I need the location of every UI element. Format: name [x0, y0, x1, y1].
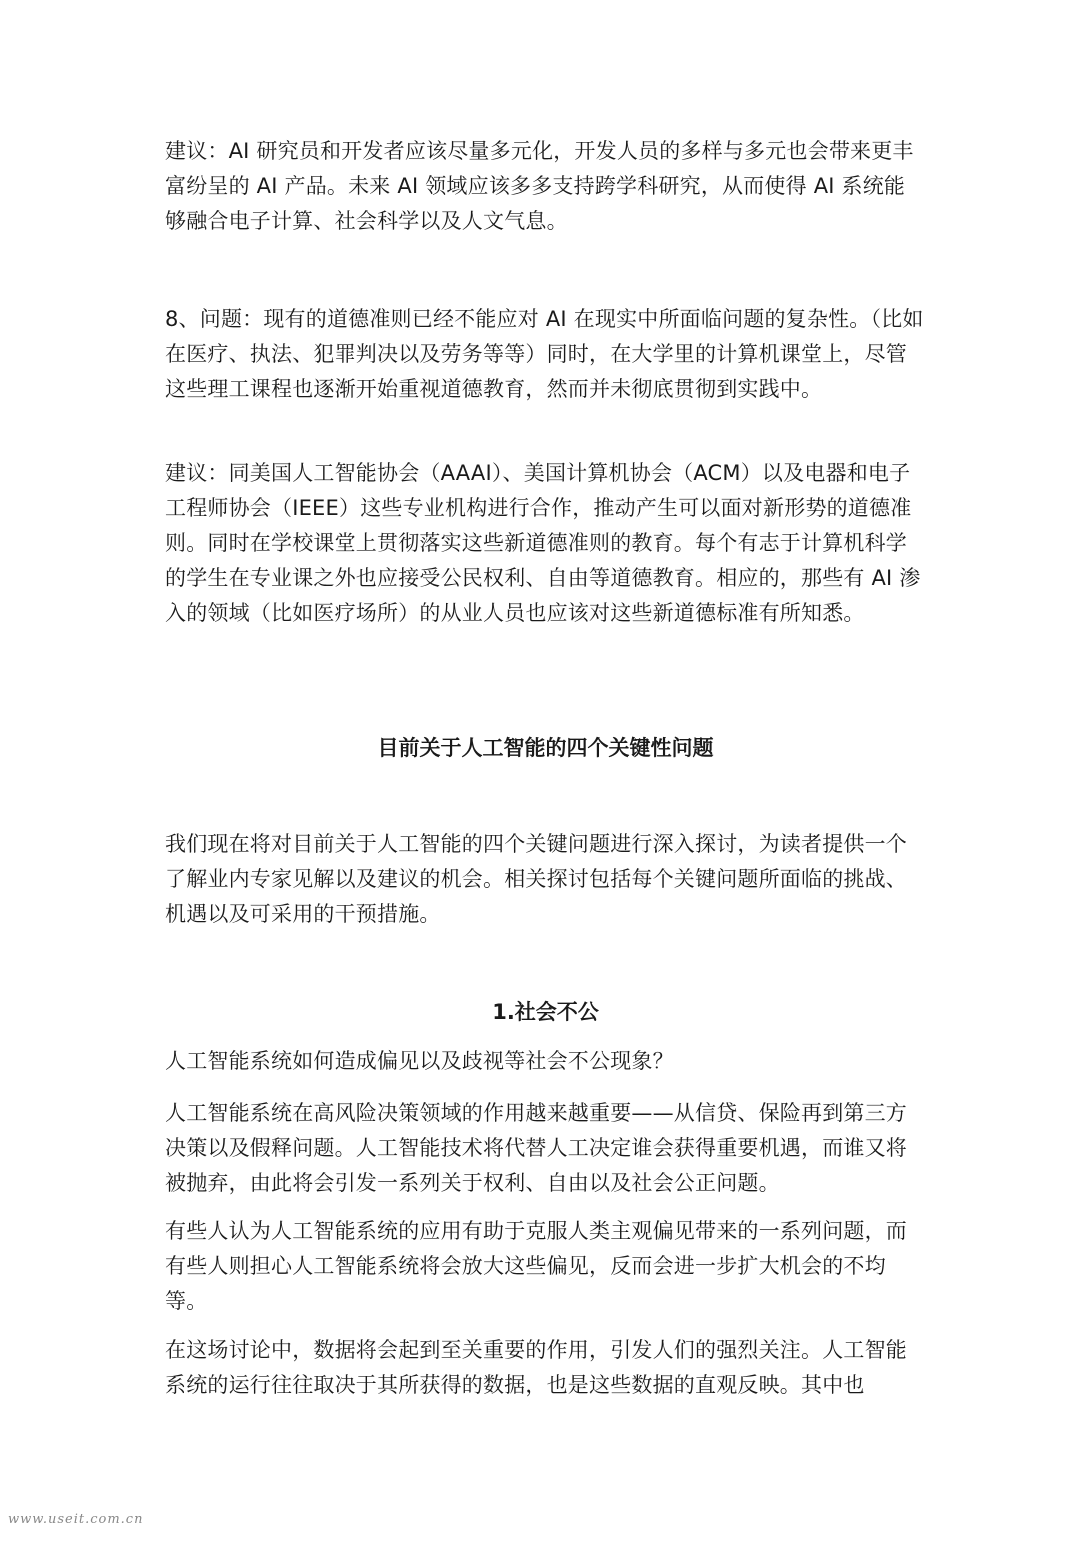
heading-social-injustice: 1.社会不公 [492, 1000, 599, 1024]
watermark: www.useit.com.cn [8, 1512, 144, 1527]
paragraph-high-risk: 人工智能系统在高风险决策领域的作用越来越重要——从信贷、保险再到第三方决策以及假释问题。人工智能技术将代替人工决定谁会获得重要机遇，而谁又将被抛弃，由此将会引发一系列关于权利、自由以及社会公正问题。 [165, 1101, 907, 1195]
paragraph-question-8: 8、问题：现有的道德准则已经不能应对 AI 在现实中所面临问题的复杂性。（比如在医疗、执法、犯罪判决以及劳务等等）同时，在大学里的计算机课堂上，尽管这些理工课程也逐渐开始重视道德教育，然而并未彻底贯彻到实践中。 [165, 307, 924, 401]
paragraph-suggestion-diversity: 建议：AI 研究员和开发者应该尽量多元化，开发人员的多样与多元也会带来更丰富纷呈的 AI 产品。未来 AI 领域应该多多支持跨学科研究，从而使得 AI 系统能够融合电子计算、社会科学以及人文气息。 [165, 139, 914, 233]
paragraph-suggestion-ethics: 建议：同美国人工智能协会（AAAI）、美国计算机协会（ACM）以及电器和电子工程师协会（IEEE）这些专业机构进行合作，推动产生可以面对新形势的道德准则。同时在学校课堂上贯彻落实这些新道德准则的教育。每个有志于计算机科学的学生在专业课之外也应接受公民权利、自由等道德教育。相应的，那些有 AI 渗入的领域（比如医疗场所）的从业人员也应该对这些新道德标准有所知悉。 [165, 461, 921, 625]
paragraph-data-role: 在这场讨论中，数据将会起到至关重要的作用，引发人们的强烈关注。人工智能系统的运行往往取决于其所获得的数据，也是这些数据的直观反映。其中也 [165, 1338, 907, 1397]
paragraph-opinions: 有些人认为人工智能系统的应用有助于克服人类主观偏见带来的一系列问题，而有些人则担心人工智能系统将会放大这些偏见，反而会进一步扩大机会的不均等。 [165, 1219, 907, 1313]
paragraph-intro: 我们现在将对目前关于人工智能的四个关键问题进行深入探讨，为读者提供一个了解业内专家见解以及建议的机会。相关探讨包括每个关键问题所面临的挑战、机遇以及可采用的干预措施。 [165, 832, 907, 926]
paragraph-bias-question: 人工智能系统如何造成偏见以及歧视等社会不公现象？ [165, 1049, 674, 1073]
heading-four-key-issues: 目前关于人工智能的四个关键性问题 [377, 736, 714, 760]
